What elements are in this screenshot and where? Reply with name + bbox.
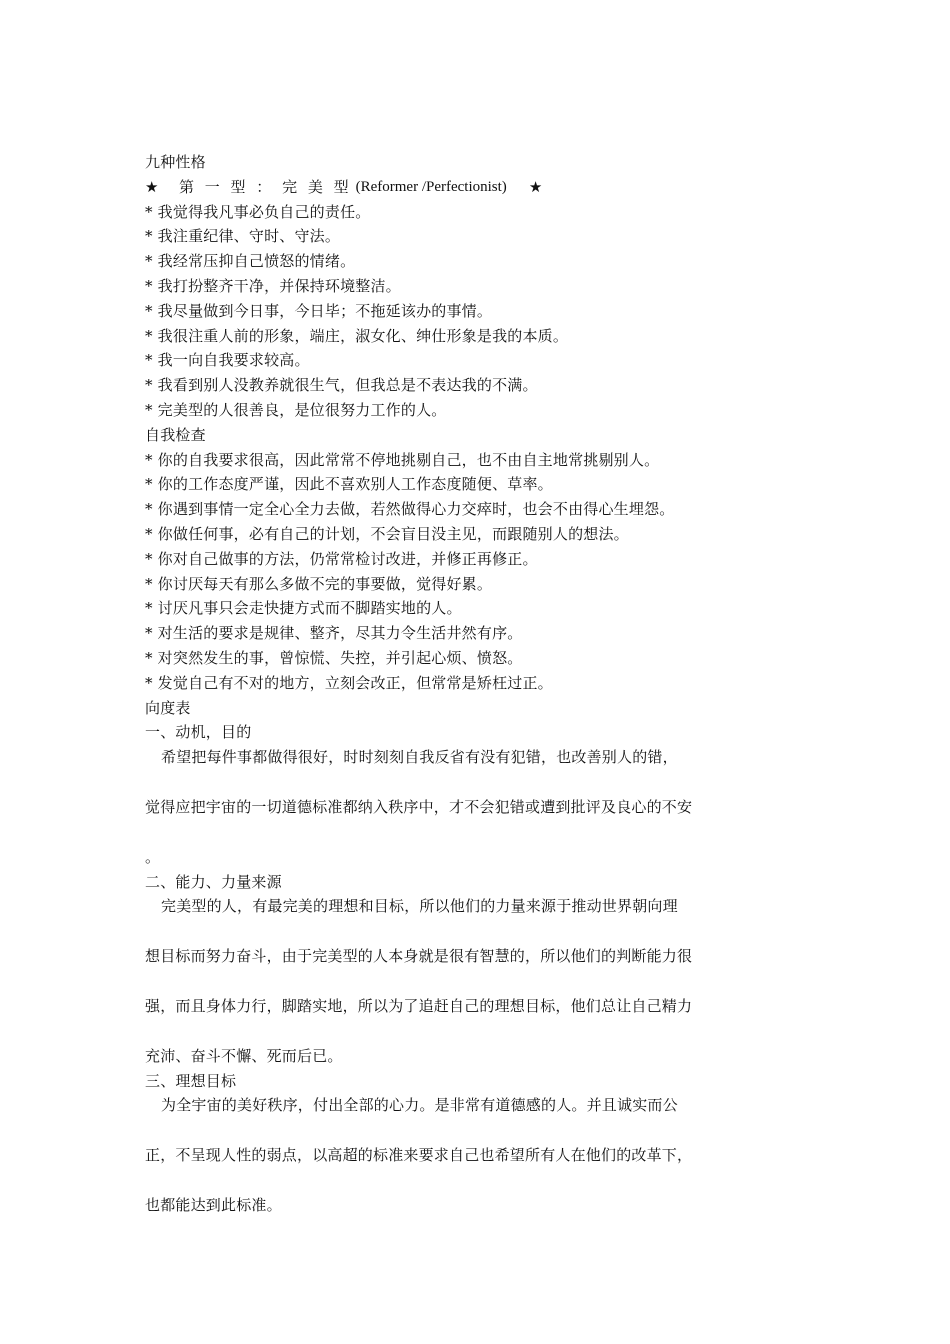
self-check-item: * 发觉自己有不对的地方，立刻会改正，但常常是矫枉过正。	[145, 673, 553, 692]
document-heading: 九种性格	[145, 153, 206, 171]
self-check-heading: 自我检查	[145, 425, 206, 444]
self-check-item: * 讨厌凡事只会走快捷方式而不脚踏实地的人。	[145, 599, 462, 618]
trait-item: * 完美型的人很善良，是位很努力工作的人。	[145, 400, 447, 419]
document-body	[145, 150, 755, 1218]
self-check-item: * 你遇到事情一定全心全力去做，若然做得心力交瘁时，也会不由得心生埋怨。	[145, 500, 675, 519]
trait-item: * 我注重纪律、守时、守法。	[145, 227, 341, 246]
paragraph-line: 。	[145, 847, 161, 866]
type-title	[145, 175, 755, 200]
section-paragraph-motivation	[145, 745, 755, 869]
paragraph-line: 想目标而努力奋斗，由于完美型的人本身就是很有智慧的，所以他们的判断能力很	[145, 947, 693, 966]
section-heading-ability: 二、能力、力量来源	[145, 872, 282, 891]
section-paragraph-ideal-goal	[145, 1093, 755, 1217]
section-heading-motivation: 一、动机，目的	[145, 723, 252, 742]
self-check-item: * 你讨厌每天有那么多做不完的事要做，觉得好累。	[145, 574, 493, 593]
section-paragraph-ability	[145, 894, 755, 1068]
trait-item: * 我很注重人前的形象，端庄，淑女化、绅仕形象是我的本质。	[145, 326, 569, 345]
traits-list	[145, 200, 755, 423]
trait-item: * 我一向自我要求较高。	[145, 351, 310, 370]
self-check-item: * 对突然发生的事，曾惊慌、失控，并引起心烦、愤怒。	[145, 648, 523, 667]
section-heading-ideal-goal: 三、理想目标	[145, 1071, 237, 1090]
star-right-icon: ★	[528, 177, 543, 196]
trait-item: * 我看到别人没教养就很生气，但我总是不表达我的不满。	[145, 376, 538, 395]
paragraph-line: 为全宇宙的美好秩序，付出全部的心力。是非常有道德感的人。并且诚实而公	[161, 1096, 678, 1115]
paragraph-line: 也都能达到此标准。	[145, 1195, 282, 1214]
type-label: 第 一 型 ： 完 美 型	[179, 177, 352, 196]
self-check-list	[145, 448, 755, 696]
trait-item: * 我打扮整齐干净，并保持环境整洁。	[145, 276, 401, 295]
paragraph-line: 充沛、奋斗不懈、死而后已。	[145, 1046, 343, 1065]
paragraph-line: 正，不呈现人性的弱点，以高超的标准来要求自己也希望所有人在他们的改革下，	[145, 1146, 693, 1165]
self-check-item: * 对生活的要求是规律、整齐，尽其力令生活井然有序。	[145, 624, 523, 643]
star-left-icon: ★	[145, 177, 159, 196]
trait-item: * 我经常压抑自己愤怒的情绪。	[145, 252, 356, 271]
paragraph-line: 希望把每件事都做得很好，时时刻刻自我反省有没有犯错，也改善别人的错，	[161, 748, 678, 767]
dimension-heading: 向度表	[145, 698, 191, 717]
paragraph-line: 完美型的人，有最完美的理想和目标，所以他们的力量来源于推动世界朝向理	[161, 897, 678, 916]
paragraph-line: 强，而且身体力行，脚踏实地，所以为了追赶自己的理想目标，他们总让自己精力	[145, 996, 693, 1015]
self-check-item: * 你的工作态度严谨，因此不喜欢别人工作态度随便、草率。	[145, 475, 553, 494]
paragraph-line: 觉得应把宇宙的一切道德标准都纳入秩序中，才不会犯错或遭到批评及良心的不安	[145, 797, 693, 816]
type-english-name: (Reformer /Perfectionist)	[355, 178, 507, 195]
self-check-item: * 你做任何事，必有自己的计划，不会盲目没主见，而跟随别人的想法。	[145, 524, 629, 543]
self-check-item: * 你对自己做事的方法，仍常常检讨改进，并修正再修正。	[145, 549, 538, 568]
trait-item: * 我觉得我凡事必负自己的责任。	[145, 202, 371, 221]
trait-item: * 我尽量做到今日事，今日毕；不拖延该办的事情。	[145, 301, 493, 320]
self-check-item: * 你的自我要求很高，因此常常不停地挑剔自己，也不由自主地常挑剔别人。	[145, 450, 660, 469]
